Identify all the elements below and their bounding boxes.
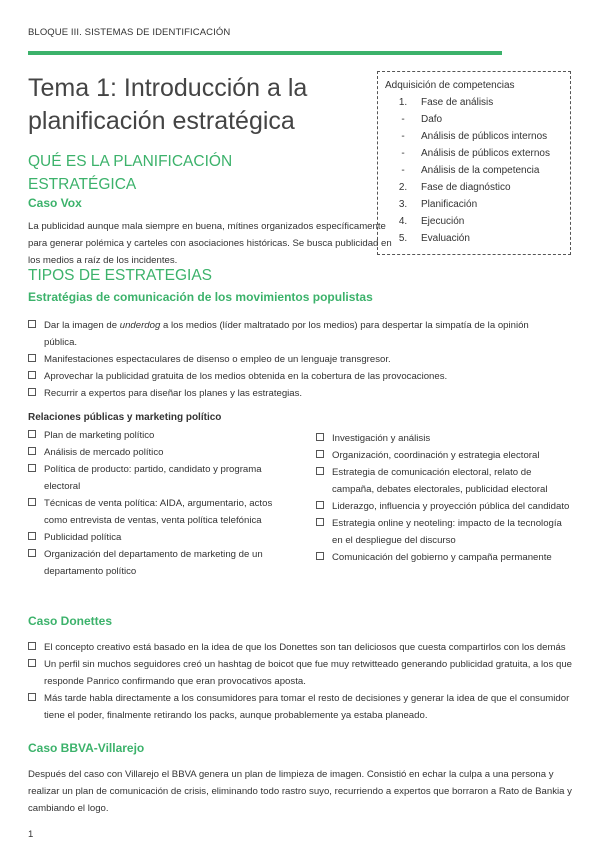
checklist-text xyxy=(44,385,302,402)
header-divider xyxy=(28,51,502,55)
competencia-item xyxy=(385,145,570,162)
checklist-text: Política de producto: partido, candidato y programa electoral xyxy=(44,464,262,492)
text-part: a los medios (líder maltratado por los medios) para despertar la simpatía de la opinión pública. xyxy=(44,320,529,348)
checkbox-icon[interactable] xyxy=(28,371,36,379)
competencia-marker: 1. xyxy=(398,97,408,108)
page-title: Tema 1: Introducción a la planificación estratégica xyxy=(28,74,308,135)
competencia-text: Planificación xyxy=(421,199,478,210)
checklist-item xyxy=(316,464,574,498)
header-label: BLOQUE III. SISTEMAS DE IDENTIFICACIÓN xyxy=(28,27,231,38)
checkbox-icon[interactable] xyxy=(316,552,324,560)
competencia-text: Fase de análisis xyxy=(421,97,494,108)
page-number: 1 xyxy=(28,829,34,840)
checklist-text: El concepto creativo está basado en la idea de que los Donettes son tan deliciosos que cuesta compartirlos con los demás xyxy=(44,642,566,653)
checkbox-icon[interactable] xyxy=(28,642,36,650)
checkbox-icon[interactable] xyxy=(316,467,324,475)
checkbox-icon[interactable] xyxy=(28,498,36,506)
checklist-item xyxy=(28,317,556,351)
checklist-item xyxy=(28,385,556,402)
populistas-checklist xyxy=(28,317,556,402)
relaciones-left-list xyxy=(28,427,290,580)
bbva-heading: Caso BBVA-Villarejo xyxy=(28,741,145,755)
competencia-marker: - xyxy=(401,148,405,159)
competencia-marker: - xyxy=(401,165,405,176)
checklist-item xyxy=(28,529,290,546)
checkbox-icon[interactable] xyxy=(316,501,324,509)
competencia-text: Ejecución xyxy=(421,216,465,227)
donettes-heading: Caso Donettes xyxy=(28,614,113,628)
checklist-text: Organización del departamento de marketing de un departamento político xyxy=(44,549,263,577)
checklist-text xyxy=(44,351,391,368)
checklist-item xyxy=(316,447,574,464)
checkbox-icon[interactable] xyxy=(28,693,36,701)
checklist-item xyxy=(28,444,290,461)
competencia-item xyxy=(385,230,570,247)
competencia-item xyxy=(385,94,570,111)
case-vox-text: La publicidad aunque mala siempre en buena, mítines organizados específicamente para generar polémica y carteles con asociaciones históricas. Se busca publicidad en los medios a raíz de los incidentes. xyxy=(28,221,392,266)
competencias-box xyxy=(377,71,571,255)
checkbox-icon[interactable] xyxy=(28,388,36,396)
competencia-marker: 3. xyxy=(398,199,408,210)
bbva-text: Después del caso con Villarejo el BBVA genera un plan de limpieza de imagen. Consistió en echar la culpa a una persona y realizar un plan de comunicación de crisis, eliminando todo rastro suyo, recurriendo a expertos que borraron a Rato de Bankia y cambiando el logo. xyxy=(28,769,572,814)
checklist-item xyxy=(316,498,574,515)
populistas-subheading: Estratégias de comunicación de los movimientos populistas xyxy=(28,290,373,304)
relaciones-right-list xyxy=(316,430,574,566)
competencia-text: Evaluación xyxy=(421,233,470,244)
checklist-item xyxy=(28,351,556,368)
donettes-checklist xyxy=(28,639,576,724)
text-part: Recurrir a expertos para diseñar los planes y las estrategias. xyxy=(44,388,303,399)
competencia-text: Análisis de públicos externos xyxy=(421,148,550,159)
relaciones-heading: Relaciones públicas y marketing político xyxy=(28,412,222,423)
checklist-item xyxy=(28,427,290,444)
competencia-marker: 5. xyxy=(398,233,408,244)
text-part: Manifestaciones espectaculares de disenso o empleo de un lenguaje transgresor. xyxy=(44,354,391,365)
checklist-text: Estrategia online y neoteling: impacto de la tecnología en el despliegue del discurso xyxy=(332,518,562,546)
checkbox-icon[interactable] xyxy=(316,433,324,441)
checkbox-icon[interactable] xyxy=(316,450,324,458)
checklist-item xyxy=(28,368,556,385)
checklist-item xyxy=(28,656,576,690)
checkbox-icon[interactable] xyxy=(28,430,36,438)
competencia-marker: 4. xyxy=(398,216,408,227)
text-part: Dar la imagen de xyxy=(44,320,120,331)
competencia-marker: 2. xyxy=(398,182,408,193)
competencia-item xyxy=(385,179,570,196)
checklist-text: Publicidad política xyxy=(44,532,122,543)
checklist-item xyxy=(316,515,574,549)
section-heading-planificacion: QUÉ ES LA PLANIFICACIÓN ESTRATÉGICA xyxy=(28,153,233,193)
checklist-text: Investigación y análisis xyxy=(332,433,431,444)
checklist-text: Análisis de mercado político xyxy=(44,447,164,458)
checkbox-icon[interactable] xyxy=(316,518,324,526)
checklist-item xyxy=(28,690,576,724)
section-heading-tipos: TIPOS DE ESTRATEGIAS xyxy=(28,267,213,284)
competencia-marker: - xyxy=(401,131,405,142)
emphasis-text: underdog xyxy=(119,320,161,331)
competencia-item xyxy=(385,111,570,128)
checkbox-icon[interactable] xyxy=(28,549,36,557)
checkbox-icon[interactable] xyxy=(28,320,36,328)
competencia-marker: - xyxy=(401,114,405,125)
case-vox-title: Caso Vox xyxy=(28,196,82,210)
text-part: Aprovechar la publicidad gratuita de los medios obtenida en la cobertura de las provocaciones. xyxy=(44,371,448,382)
competencia-item xyxy=(385,196,570,213)
checklist-text: Más tarde habla directamente a los consumidores para tomar el resto de decisiones y generar la idea de que el consumidor tiene el poder, finalmente retirando los packs, aunque probablemente ya estaba planeado. xyxy=(44,693,570,721)
competencia-text: Análisis de la competencia xyxy=(421,165,540,176)
checklist-text: Plan de marketing político xyxy=(44,430,155,441)
checkbox-icon[interactable] xyxy=(28,447,36,455)
competencia-item xyxy=(385,128,570,145)
checkbox-icon[interactable] xyxy=(28,354,36,362)
checklist-item xyxy=(28,461,290,495)
competencia-text: Fase de diagnóstico xyxy=(421,182,511,193)
checklist-item xyxy=(316,430,574,447)
competencias-list xyxy=(385,94,570,247)
checklist-text xyxy=(44,317,556,351)
checkbox-icon[interactable] xyxy=(28,659,36,667)
competencias-title: Adquisición de competencias xyxy=(385,80,515,91)
checklist-text: Técnicas de venta política: AIDA, argumentario, actos como entrevista de ventas, venta política telefónica xyxy=(44,498,273,526)
checklist-text: Liderazgo, influencia y proyección pública del candidato xyxy=(332,501,570,512)
competencia-item xyxy=(385,162,570,179)
checklist-item xyxy=(316,549,574,566)
checkbox-icon[interactable] xyxy=(28,532,36,540)
checklist-text: Un perfil sin muchos seguidores creó un hashtag de boicot que fue muy retwitteado generando publicidad gratuita, a los que responde Panrico confirmando que eran provocativos aposta. xyxy=(44,659,572,687)
checklist-item xyxy=(28,495,290,529)
checklist-text: Organización, coordinación y estrategia electoral xyxy=(332,450,540,461)
competencia-item xyxy=(385,213,570,230)
checkbox-icon[interactable] xyxy=(28,464,36,472)
competencia-text: Análisis de públicos internos xyxy=(421,131,548,142)
competencia-text: Dafo xyxy=(421,114,443,125)
checklist-text xyxy=(44,368,447,385)
checklist-item xyxy=(28,639,576,656)
checklist-text: Comunicación del gobierno y campaña permanente xyxy=(332,552,552,563)
checklist-item xyxy=(28,546,290,580)
checklist-text: Estrategia de comunicación electoral, relato de campaña, debates electorales, publicidad electoral xyxy=(332,467,548,495)
